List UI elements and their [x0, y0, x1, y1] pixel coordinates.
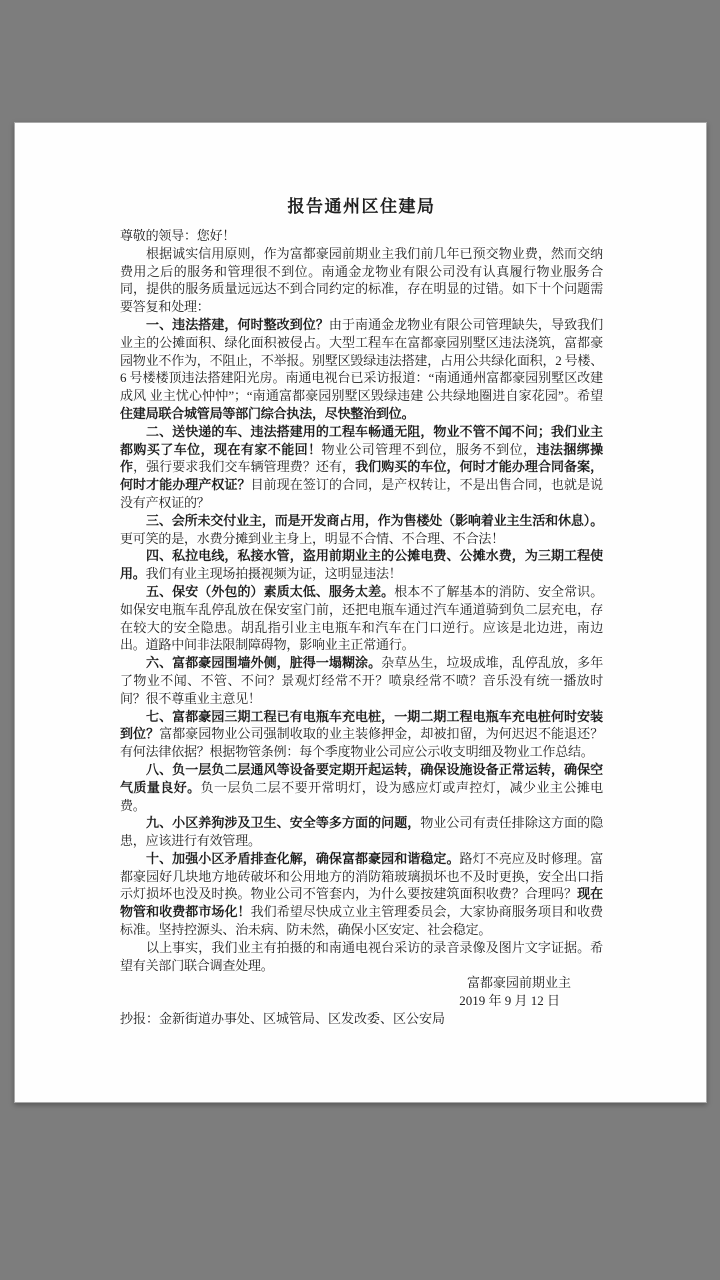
paragraph — [120, 583, 603, 654]
paragraph — [120, 423, 603, 512]
text-run: 物业公司有责任排除这方面的隐患，应该进行有效管理。 — [120, 815, 603, 849]
bold-text-run: 三、会所未交付业主，而是开发商占用，作为售楼处（影响着业主生活和休息）。 — [146, 512, 603, 528]
document-body — [120, 227, 603, 974]
text-run: 根据诚实信用原则，作为富都豪园前期业主我们前几年已预交物业费，然而交纳费用之后的服务和管理很不到位。南通金龙物业有限公司没有认真履行物业服务合同，提供的服务质量远远达不到合同约定的标准，存在明显的过错。如下十个问题需要答复和处理： — [120, 245, 603, 315]
text-run: 物业公司管理不到位，服务不到位， — [321, 441, 537, 457]
bold-text-run: 现在物管和收费都市场化！ — [120, 886, 603, 920]
bold-text-run: 五、保安（外包的）素质太低、服务太差。 — [146, 583, 395, 599]
text-run: ，强行要求我们交车辆管理费？还有， — [133, 459, 356, 475]
paragraph — [120, 850, 603, 939]
text-run: 根本不了解基本的消防、安全常识。如保安电瓶车乱停乱放在保安室门前，还把电瓶车通过汽车通道骑到负二层充电，存在较大的安全隐患。胡乱指引业主电瓶车和汽车在门口逆行。应该是北边进，南边出。道路中间非法限制障碍物，影响业主正常通行。 — [120, 583, 603, 653]
paragraph — [120, 245, 603, 316]
text-run: 我们希望尽快成立业主管理委员会，大家协商服务项目和收费标准。坚持控源头、治未病、防未然，确保小区安定、社会稳定。 — [120, 904, 603, 938]
paragraph — [120, 316, 603, 423]
bold-text-run: 九、小区养狗涉及卫生、安全等多方面的问题， — [146, 815, 421, 831]
text-run: 尊敬的领导：您好！ — [120, 228, 236, 243]
document-title: 报告通州区住建局 — [287, 197, 436, 216]
paragraph — [120, 761, 603, 814]
text-run: 以上事实，我们业主有拍摄的和南通电视台采访的录音录像及图片文字证据。希望有关部门联合调查处理。 — [120, 939, 603, 973]
bold-text-run: 四、私拉电线，私接水管，盗用前期业主的公摊电费、公摊水费，为三期工程使用。 — [120, 548, 603, 582]
paragraph — [120, 512, 603, 548]
paragraph — [120, 227, 603, 245]
bold-text-run: 六、富都豪园围墙外侧，脏得一塌糊涂。 — [146, 655, 382, 671]
signature-date: 2019 年 9 月 12 日 — [459, 993, 560, 1009]
text-run: 由于南通金龙物业有限公司管理缺失，导致我们业主的公摊面积、绿化面积被侵占。大型工程车在富都豪园别墅区违法浇筑，富都豪园物业不作为，不阻止，不举报。别墅区毁绿违法搭建，占用公共绿化面积，2 号楼、6 号楼楼顶违法搭建阳光房。南通电视台已采访报道：“南通通州富都豪园别墅区改建成风 业主忧心忡忡”；“南通富都豪园别墅区毁绿违建 公共绿地圈进自家花园”。希望 — [120, 316, 603, 404]
bold-text-run: 一、违法搭建，何时整改到位？ — [146, 316, 329, 332]
bold-text-run: 八、负一层负二层通风等设备要定期开起运转，确保设施设备正常运转，确保空气质量良好。 — [120, 761, 603, 795]
document-page — [14, 122, 707, 1103]
cc-line: 抄报：金新街道办事处、区城管局、区发改委、区公安局 — [120, 1011, 446, 1027]
signature: 富都豪园前期业主 — [466, 975, 571, 991]
paragraph — [120, 939, 603, 975]
bold-text-run: 违法捆绑操作 — [120, 441, 603, 475]
text-run: 杂草丛生，垃圾成堆，乱停乱放，多年了物业不闻、不管、不问？景观灯经常不开？喷泉经常不喷？音乐没有统一播放时间？很不尊重业主意见！ — [120, 655, 604, 706]
bold-text-run: 我们购买的车位，何时才能办理合同备案，何时才能办理产权证？ — [120, 459, 603, 493]
bold-text-run: 七、富都豪园三期工程已有电瓶车充电桩，一期二期工程电瓶车充电桩何时安装到位？ — [120, 708, 603, 742]
paragraph — [120, 814, 603, 850]
text-run: 我们有业主现场拍摄视频为证，这明显违法！ — [145, 566, 402, 582]
text-run: 路灯不亮应及时修理。富都豪园好几块地方地砖破坏和公用地方的消防箱玻璃损坏也不及时更换，安全出口指示灯损坏也没及时换。物业公司不管套内，为什么要按建筑面积收费？合理吗？ — [120, 850, 603, 902]
paragraph — [120, 547, 603, 583]
bold-text-run: 十、加强小区矛盾排查化解，确保富都豪园和谐稳定。 — [146, 850, 460, 866]
bold-text-run: 住建局联合城管局等部门综合执法，尽快整治到位。 — [120, 405, 415, 421]
bold-text-run: 二、送快递的车、违法搭建用的工程车畅通无阻，物业不管不闻不问；我们业主都购买了车位，现在有家不能回！ — [120, 423, 603, 457]
text-run: 负一层负二层不要开常明灯，设为感应灯或声控灯，减少业主公摊电费。 — [120, 779, 603, 813]
paragraph — [120, 708, 603, 761]
text-run: 更可笑的是，水费分摊到业主身上，明显不合情、不合理、不合法！ — [120, 530, 505, 546]
text-run: 富都豪园物业公司强制收取的业主装修押金，却被扣留，为何迟迟不能退还？有何法律依据？根据物管条例：每个季度物业公司应公示收支明细及物业工作总结。 — [120, 726, 603, 760]
text-run: 目前现在签订的合同，是产权转让，不是出售合同，也就是说没有产权证的？ — [120, 477, 603, 510]
paragraph — [120, 654, 603, 707]
